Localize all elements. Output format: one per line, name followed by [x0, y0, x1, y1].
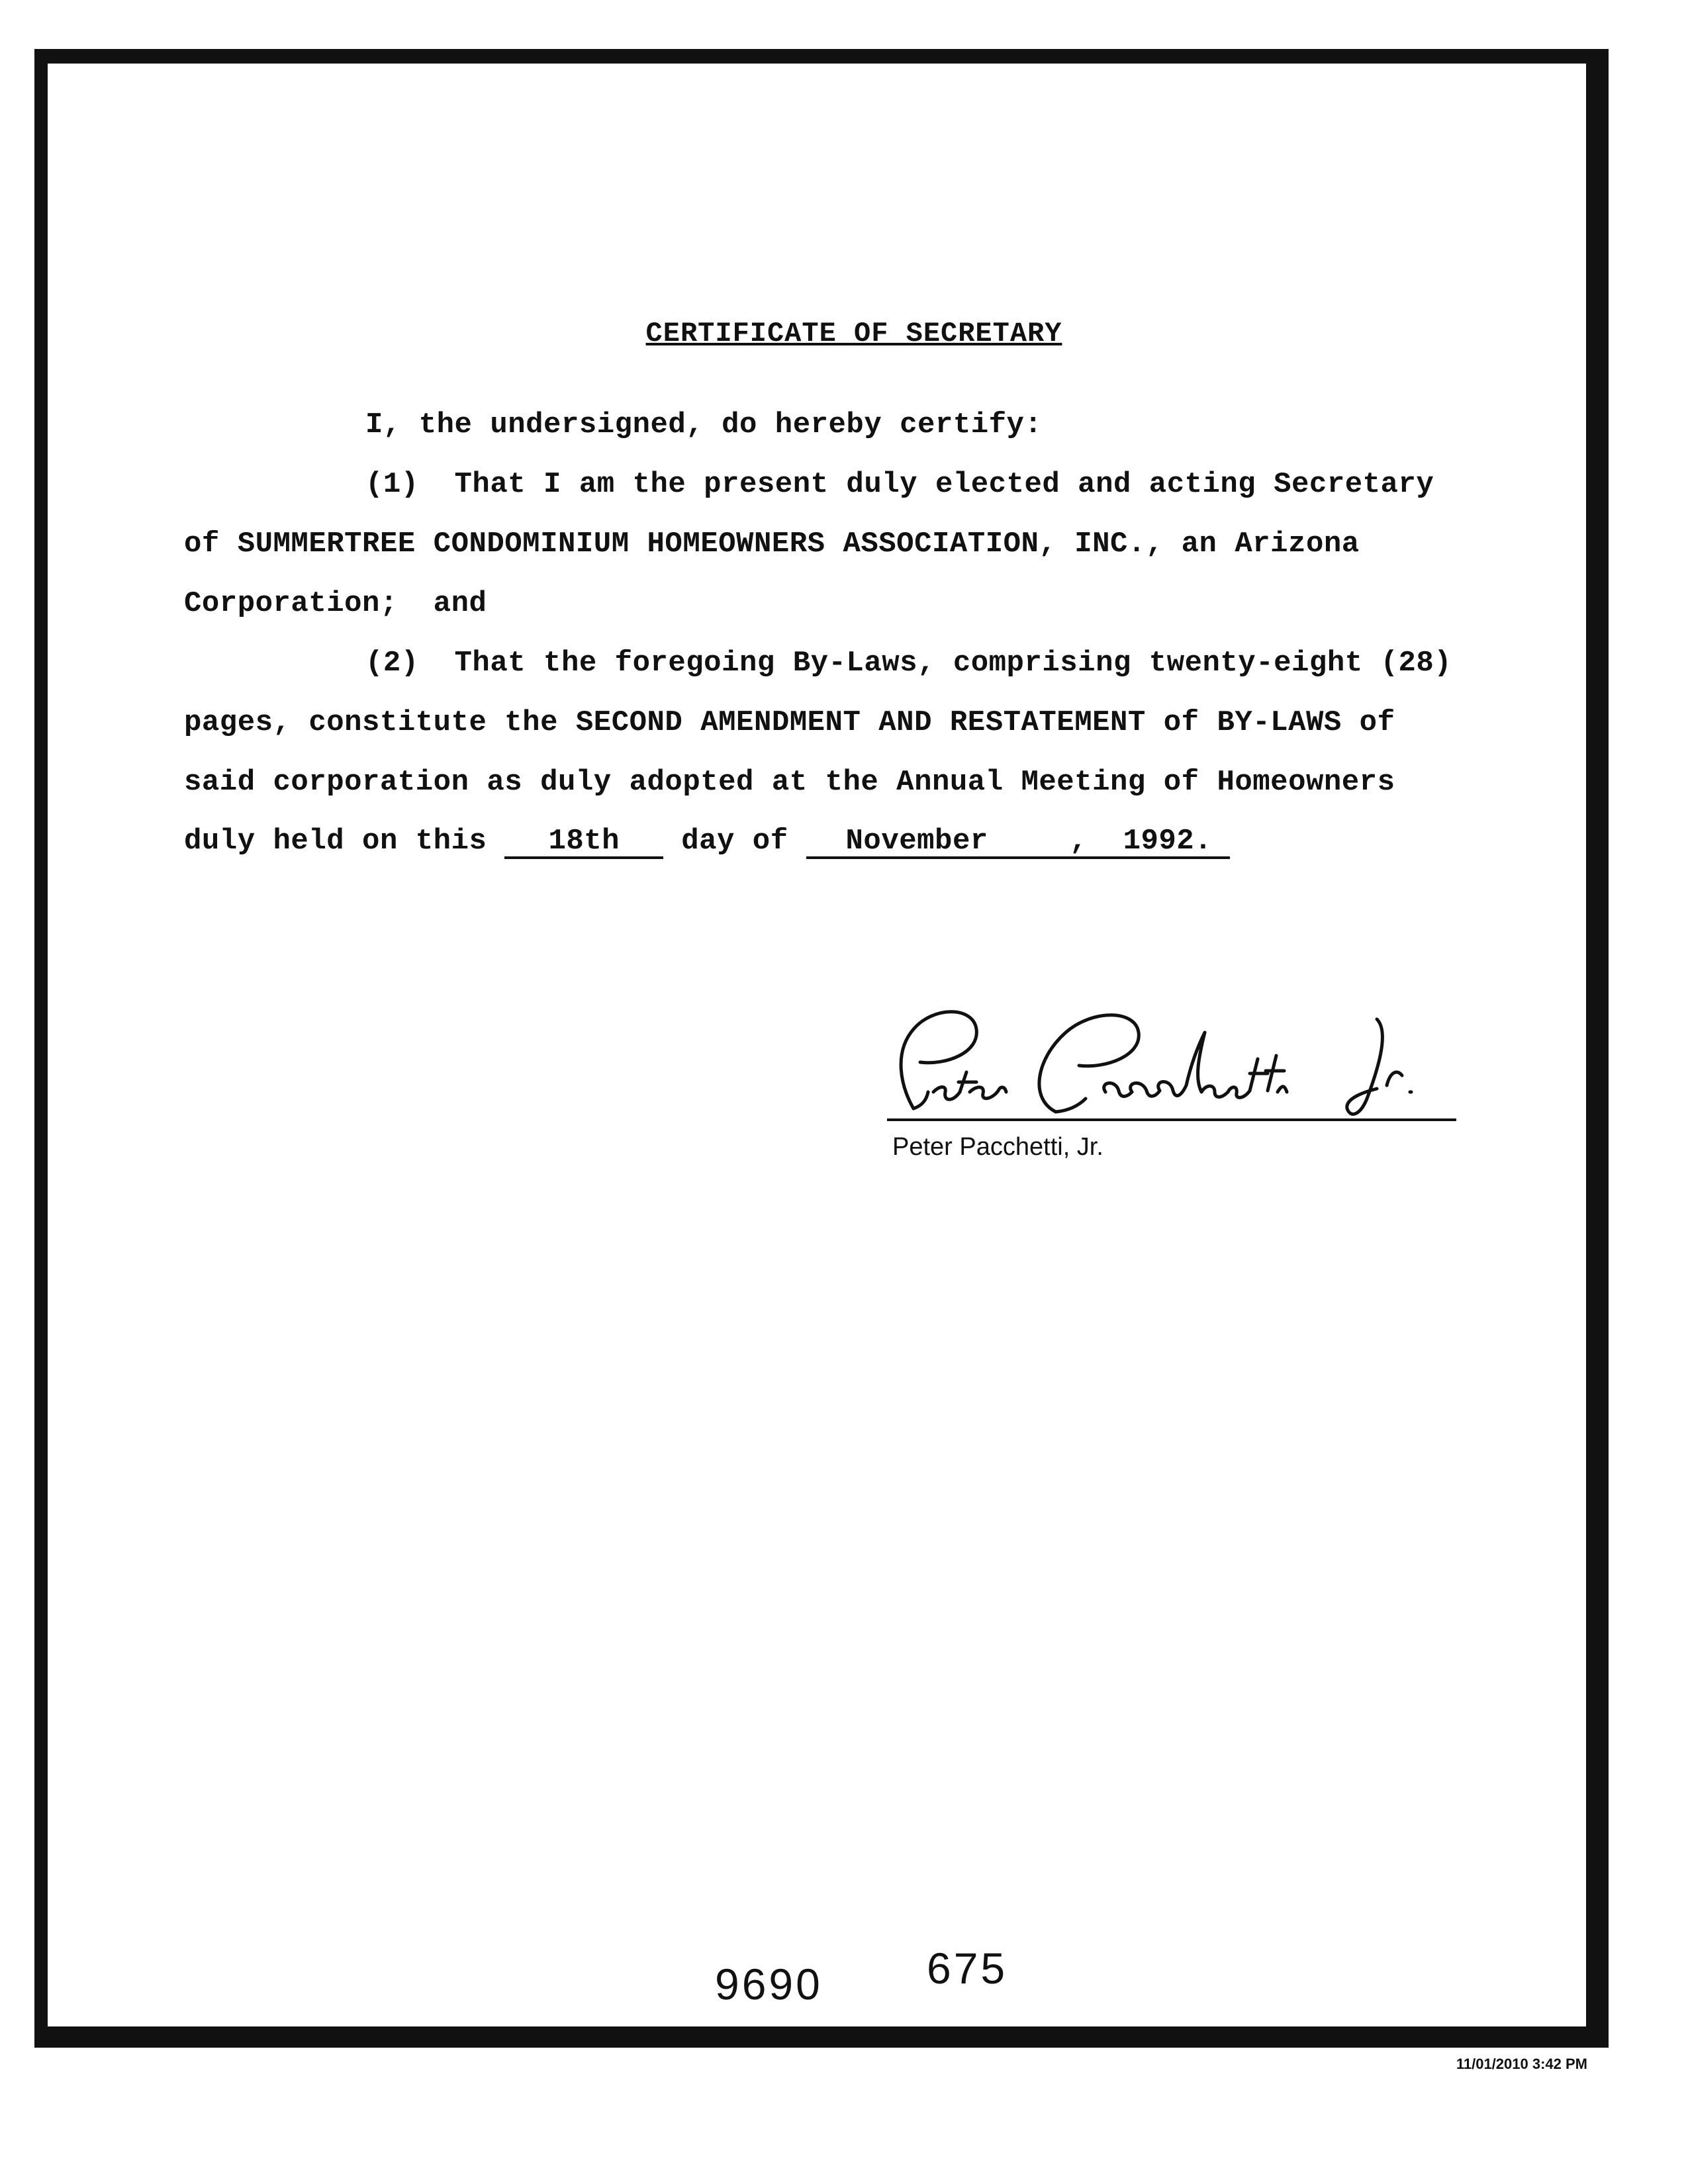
item2-line3: said corporation as duly adopted at the Annual Meeting of Homeowners — [184, 766, 1395, 799]
document-title: CERTIFICATE OF SECRETARY — [645, 318, 1062, 349]
item2-line1: (2) That the foregoing By-Laws, comprising twenty-eight (28) — [365, 647, 1452, 680]
signature-image — [887, 993, 1456, 1125]
year-separator: , — [1069, 825, 1088, 858]
year-value: 1992. — [1123, 825, 1213, 858]
print-timestamp: 11/01/2010 3:42 PM — [1456, 2056, 1587, 2072]
item1-line2: of SUMMERTREE CONDOMINIUM HOMEOWNERS ASSOCIATION, INC., an Arizona — [184, 527, 1360, 561]
date-prefix: duly held on this — [184, 825, 487, 858]
page-number-stamp: 675 — [927, 1944, 1008, 1993]
month-value: November — [845, 825, 988, 858]
item1-line3: Corporation; and — [184, 587, 487, 620]
item1-line1: (1) That I am the present duly elected and acting Secretary — [365, 468, 1434, 501]
signer-printed-name: Peter Pacchetti, Jr. — [892, 1133, 1103, 1161]
docket-number: 9690 — [715, 1960, 823, 2009]
item2-line2: pages, constitute the SECOND AMENDMENT AND RESTATEMENT of BY-LAWS of — [184, 706, 1395, 739]
intro-line: I, the undersigned, do hereby certify: — [365, 408, 1043, 441]
date-line — [184, 826, 1230, 859]
day-of-text: day of — [681, 825, 788, 858]
signature-line — [887, 1118, 1456, 1121]
day-field: 18th — [504, 826, 663, 859]
month-year-field — [806, 826, 1230, 859]
